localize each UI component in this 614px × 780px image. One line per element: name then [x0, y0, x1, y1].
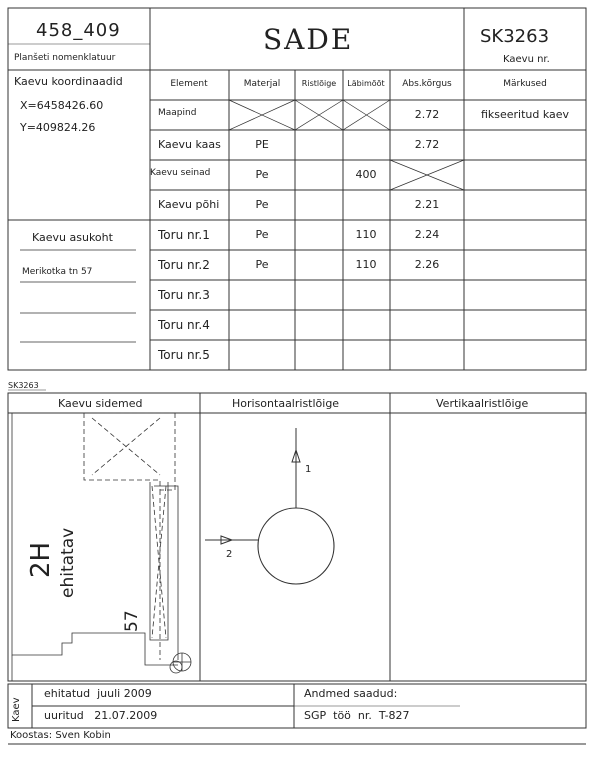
plansheet-number: 458_409	[36, 20, 121, 41]
table-row-label: Toru nr.4	[158, 318, 210, 332]
pipe-label-1: 1	[305, 464, 312, 475]
site-name: SADE	[263, 23, 354, 56]
house-number: 57	[122, 610, 142, 632]
column-header-element: Element	[170, 79, 208, 89]
pipe-label-2: 2	[226, 549, 233, 560]
panel-title-vertical: Vertikaalristlõige	[436, 397, 529, 410]
table-cell-diameter: 400	[355, 168, 377, 181]
table-row-label: Toru nr.1	[158, 228, 210, 242]
footer-side-label: Kaev	[11, 697, 22, 722]
building-label: 2H	[26, 541, 56, 578]
table-cell-material: PE	[255, 138, 269, 151]
building-status: ehitatav	[58, 527, 78, 598]
drawing-id-label: SK3263	[8, 381, 39, 390]
data-source-label: Andmed saadud:	[304, 687, 398, 700]
table-row-label: Toru nr.2	[158, 258, 210, 272]
column-header-notes: Märkused	[503, 79, 547, 89]
table-cell-material: Pe	[255, 228, 269, 241]
location-title: Kaevu asukoht	[32, 231, 113, 244]
column-header-material: Materjal	[243, 79, 281, 89]
table-cell-elevation: 2.21	[414, 198, 440, 211]
table-row-label: Kaevu kaas	[158, 138, 221, 151]
surveyed-date: uuritud 21.07.2009	[44, 709, 158, 722]
table-cell-material: Pe	[255, 168, 269, 181]
table-row-label: Kaevu põhi	[158, 198, 220, 211]
table-row-label: Toru nr.3	[158, 288, 210, 302]
built-date: ehitatud juuli 2009	[44, 687, 152, 700]
column-header-section: Ristlõige	[301, 79, 337, 88]
well-id-label: Kaevu nr.	[503, 54, 550, 65]
table-cell-elevation: 2.26	[414, 258, 440, 271]
table-cell-diameter: 110	[355, 228, 377, 241]
coordinates-title: Kaevu koordinaadid	[14, 75, 123, 88]
location-address: Merikotka tn 57	[22, 267, 93, 277]
panel-title-horizontal: Horisontaalristlõige	[232, 397, 340, 410]
table-row-label: Toru nr.5	[158, 348, 210, 362]
table-cell-elevation: 2.24	[414, 228, 440, 241]
column-header-elevation: Abs.kõrgus	[402, 79, 452, 89]
well-circle	[258, 508, 334, 584]
compiled-by: Koostas: Sven Kobin	[10, 730, 111, 741]
plansheet-label: Planšeti nomenklatuur	[14, 53, 116, 63]
table-cell-material: Pe	[255, 198, 269, 211]
table-cell-elevation: 2.72	[414, 108, 440, 121]
table-cell-diameter: 110	[355, 258, 377, 271]
table-row-label: Maapind	[158, 108, 197, 118]
panel-title-connections: Kaevu sidemed	[58, 397, 143, 410]
column-header-diameter: Läbimõõt	[347, 79, 385, 88]
coordinate-x: X=6458426.60	[20, 99, 104, 112]
table-row-label: Kaevu seinad	[150, 168, 211, 178]
horizontal-section	[205, 428, 334, 584]
table-cell-material: Pe	[255, 258, 269, 271]
coordinate-y: Y=409824.26	[20, 121, 96, 134]
data-source: SGP töö nr. T-827	[304, 709, 410, 722]
table-cell-notes: fikseeritud kaev	[480, 108, 570, 121]
well-id: SK3263	[480, 26, 550, 47]
table-cell-elevation: 2.72	[414, 138, 440, 151]
